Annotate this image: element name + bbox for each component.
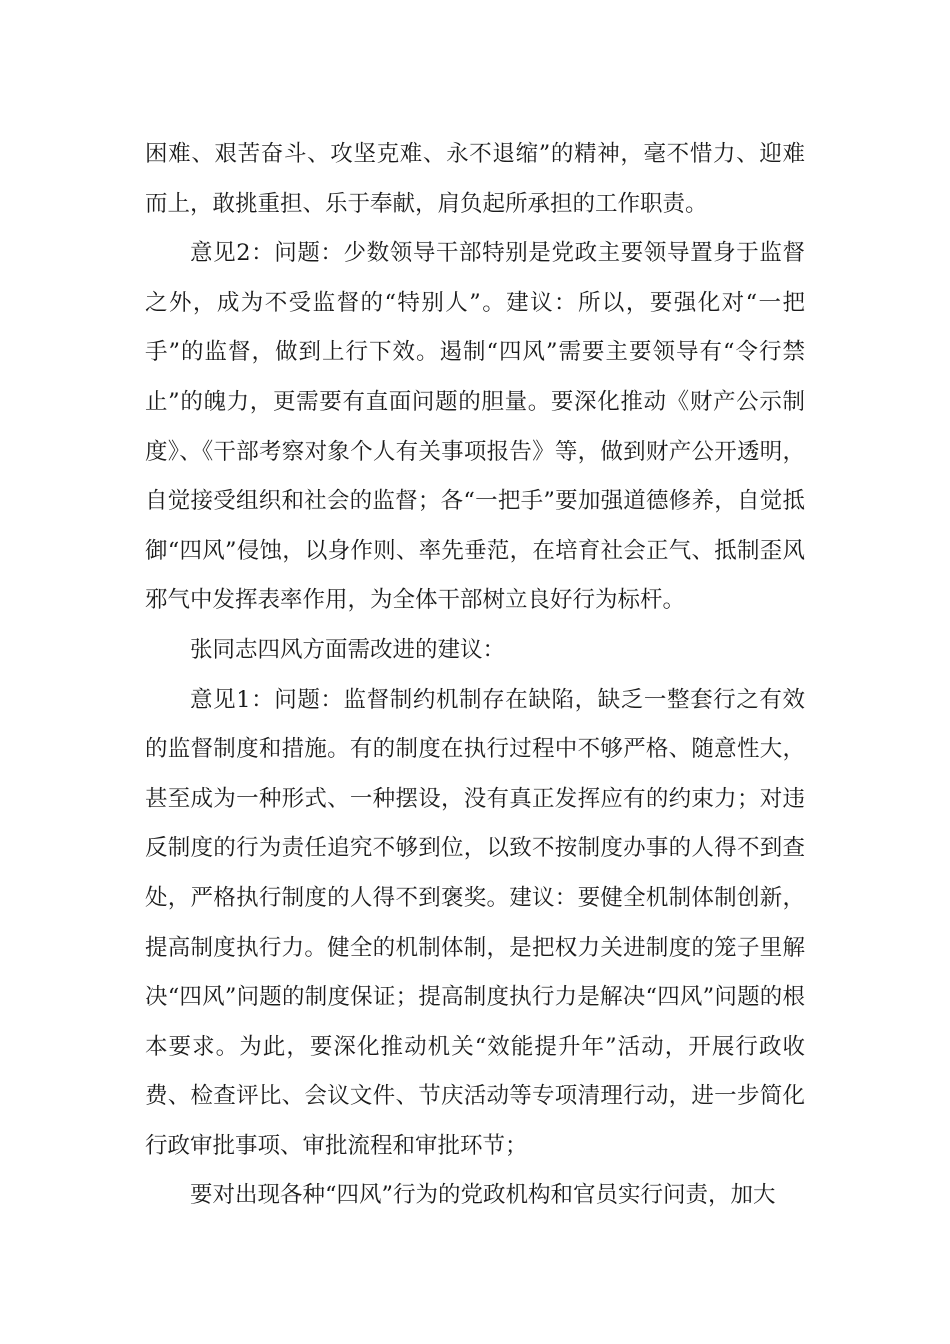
paragraph-section-heading: 张同志四风方面需改进的建议：: [190, 636, 506, 663]
paragraph-opinion-1: 意见1：问题：监督制约机制存在缺陷，缺乏一整套行之有效的监督制度和措施。有的制度在执行过程中不够严格、随意性大，甚至成为一种形式、一种摆设，没有真正发挥应有的约束力；对违反制度的行为责任追究不够到位，以致不按制度办事的人得不到查处，严格执行制度的人得不到褒奖。建议：要健全机制体制创新，提高制度执行力。健全的机制体制，是把权力关进制度的笼子里解决“四风”问题的制度保证；提高制度执行力是解决“四风”问题的根本要求。为此，要深化推动机关“效能提升年”活动，开展行政收费、检查评比、会议文件、节庆活动等专项清理行动，进一步简化行政审批事项、审批流程和审批环节；: [145, 686, 805, 1159]
paragraph-opinion-2: 意见2：问题：少数领导干部特别是党政主要领导置身于监督之外，成为不受监督的“特别人”。建议：所以，要强化对“一把手”的监督，做到上行下效。遏制“四风”需要主要领导有“令行禁止”的魄力，更需要有直面问题的胆量。要深化推动《财产公示制度》、《干部考察对象个人有关事项报告》等，做到财产公开透明，自觉接受组织和社会的监督；各“一把手”要加强道德修养，自觉抵御“四风”侵蚀，以身作则、率先垂范，在培育社会正气、抵制歪风邪气中发挥表率作用，为全体干部树立良好行为标杆。: [145, 240, 805, 614]
paragraph-accountability: 要对出现各种“四风”行为的党政机构和官员实行问责，加大: [190, 1182, 776, 1209]
paragraph-continuation: 困难、艰苦奋斗、攻坚克难、永不退缩”的精神，毫不惜力、迎难而上，敢挑重担、乐于奉献，肩负起所承担的工作职责。: [145, 141, 805, 217]
document-body: [145, 130, 805, 1221]
